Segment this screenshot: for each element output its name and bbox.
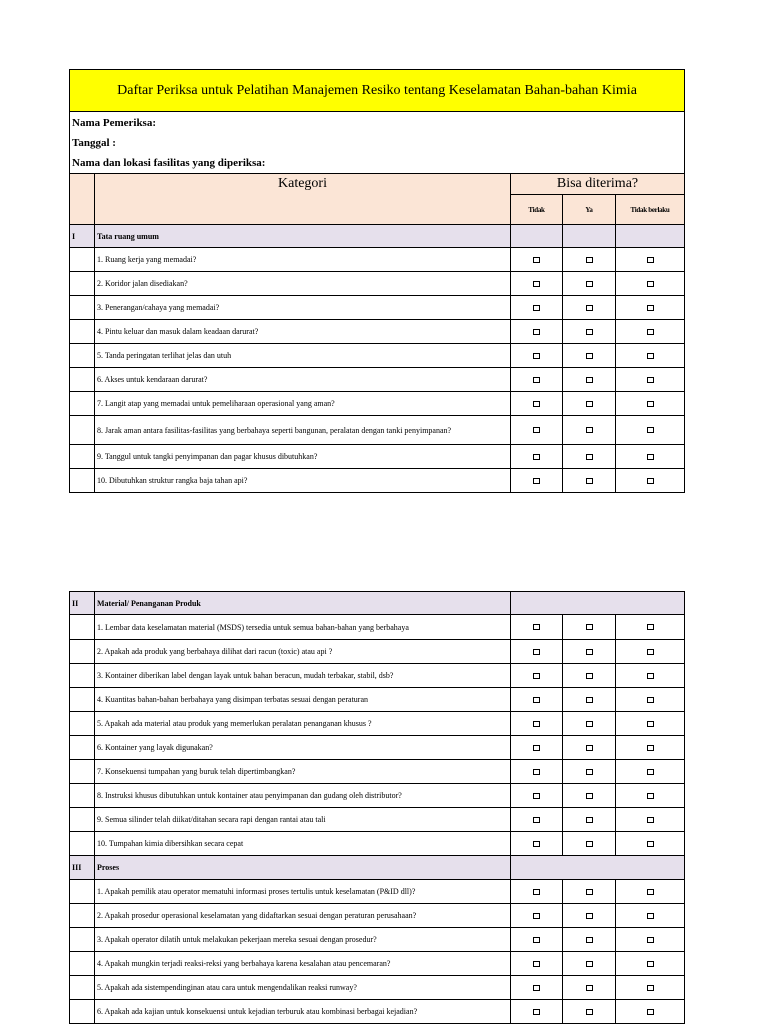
checkbox-na[interactable] <box>647 427 654 433</box>
checkbox-yes[interactable] <box>586 454 593 460</box>
question-text: 1. Lembar data keselamatan material (MSDS) tersedia untuk semua bahan-bahan yang berbahaya <box>95 615 511 640</box>
checkbox-yes[interactable] <box>586 721 593 727</box>
checkbox-na[interactable] <box>647 257 654 263</box>
row-number-cell <box>70 640 95 664</box>
checkbox-yes[interactable] <box>586 281 593 287</box>
row-number-cell <box>70 880 95 904</box>
checklist-row <box>70 1000 685 1024</box>
row-number-cell <box>70 469 95 493</box>
na-header: Tidak berlaku <box>616 195 685 225</box>
checkbox-no[interactable] <box>533 697 540 703</box>
row-number-cell <box>70 392 95 416</box>
checklist-row <box>70 416 685 445</box>
checkbox-yes[interactable] <box>586 257 593 263</box>
checkbox-no[interactable] <box>533 427 540 433</box>
header-number-cell <box>70 174 95 225</box>
checkbox-no[interactable] <box>533 673 540 679</box>
checkbox-yes[interactable] <box>586 377 593 383</box>
checklist-table-2 <box>69 591 685 1024</box>
question-text: 7. Langit atap yang memadai untuk pemeliharaan operasional yang aman? <box>95 392 511 416</box>
question-text: 3. Apakah operator dilatih untuk melakukan pekerjaan mereka sesuai dengan prosedur? <box>95 928 511 952</box>
row-number-cell <box>70 272 95 296</box>
row-number-cell <box>70 760 95 784</box>
date-label: Tanggal : <box>72 136 116 149</box>
checkbox-yes[interactable] <box>586 817 593 823</box>
yes-header: Ya <box>563 195 616 225</box>
question-text: 4. Kuantitas bahan-bahan berbahaya yang disimpan terbatas sesuai dengan peraturan <box>95 688 511 712</box>
checkbox-yes[interactable] <box>586 401 593 407</box>
checkbox-na[interactable] <box>647 697 654 703</box>
checklist-row <box>70 760 685 784</box>
row-number-cell <box>70 928 95 952</box>
question-text: 6. Akses untuk kendaraan darurat? <box>95 368 511 392</box>
row-number-cell <box>70 736 95 760</box>
checkbox-na[interactable] <box>647 745 654 751</box>
checkbox-no[interactable] <box>533 1009 540 1015</box>
checkbox-no[interactable] <box>533 281 540 287</box>
checkbox-no[interactable] <box>533 401 540 407</box>
checklist-row <box>70 664 685 688</box>
row-number-cell <box>70 248 95 272</box>
checkbox-yes[interactable] <box>586 329 593 335</box>
checkbox-yes[interactable] <box>586 937 593 943</box>
facility-label: Nama dan lokasi fasilitas yang diperiksa: <box>72 156 266 169</box>
no-header: Tidak <box>511 195 563 225</box>
checklist-row <box>70 392 685 416</box>
question-text: 5. Apakah ada sistempendinginan atau cara untuk mengendalikan reaksi runway? <box>95 976 511 1000</box>
checklist-row <box>70 368 685 392</box>
checklist-row <box>70 784 685 808</box>
checklist-row <box>70 736 685 760</box>
row-number-cell <box>70 615 95 640</box>
checkbox-yes[interactable] <box>586 745 593 751</box>
question-text: 6. Apakah ada kajian untuk konsekuensi untuk kejadian terburuk atau kombinasi berbagai kejadian? <box>95 1000 511 1024</box>
question-text: 10. Tumpahan kimia dibersihkan secara cepat <box>95 832 511 856</box>
section-title: Material/ Penanganan Produk <box>95 592 511 615</box>
checkbox-no[interactable] <box>533 961 540 967</box>
row-number-cell <box>70 976 95 1000</box>
checkbox-na[interactable] <box>647 329 654 335</box>
checkbox-no[interactable] <box>533 721 540 727</box>
checkbox-yes[interactable] <box>586 427 593 433</box>
checkbox-no[interactable] <box>533 377 540 383</box>
checklist-row <box>70 688 685 712</box>
question-text: 2. Koridor jalan disediakan? <box>95 272 511 296</box>
checklist-row <box>70 928 685 952</box>
question-text: 4. Pintu keluar dan masuk dalam keadaan darurat? <box>95 320 511 344</box>
question-text: 10. Dibutuhkan struktur rangka baja tahan api? <box>95 469 511 493</box>
checklist-row <box>70 808 685 832</box>
checkbox-no[interactable] <box>533 913 540 919</box>
checklist-sheet-1 <box>69 69 684 493</box>
checkbox-yes[interactable] <box>586 673 593 679</box>
checklist-row <box>70 712 685 736</box>
checklist-table-1 <box>69 69 685 493</box>
checkbox-no[interactable] <box>533 353 540 359</box>
checkbox-yes[interactable] <box>586 961 593 967</box>
checklist-row <box>70 469 685 493</box>
row-number-cell <box>70 664 95 688</box>
checklist-row <box>70 615 685 640</box>
checkbox-yes[interactable] <box>586 913 593 919</box>
checklist-row <box>70 344 685 368</box>
checkbox-no[interactable] <box>533 305 540 311</box>
checkbox-yes[interactable] <box>586 793 593 799</box>
acceptable-header: Bisa diterima? <box>511 174 685 195</box>
question-text: 9. Tanggul untuk tangki penyimpanan dan pagar khusus dibutuhkan? <box>95 445 511 469</box>
row-number-cell <box>70 688 95 712</box>
checkbox-na[interactable] <box>647 478 654 484</box>
checkbox-na[interactable] <box>647 817 654 823</box>
checkbox-no[interactable] <box>533 624 540 630</box>
section-number: I <box>70 225 95 248</box>
row-number-cell <box>70 445 95 469</box>
category-header: Kategori <box>278 176 327 191</box>
checkbox-yes[interactable] <box>586 697 593 703</box>
question-text: 6. Kontainer yang layak digunakan? <box>95 736 511 760</box>
question-text: 3. Kontainer diberikan label dengan layak untuk bahan beracun, mudah terbakar, stabil, dsb? <box>95 664 511 688</box>
checkbox-no[interactable] <box>533 817 540 823</box>
checkbox-no[interactable] <box>533 478 540 484</box>
checkbox-yes[interactable] <box>586 478 593 484</box>
checkbox-na[interactable] <box>647 721 654 727</box>
question-text: 8. Instruksi khusus dibutuhkan untuk kontainer atau penyimpanan dan gudang oleh distributor? <box>95 784 511 808</box>
checkbox-no[interactable] <box>533 841 540 847</box>
checkbox-no[interactable] <box>533 454 540 460</box>
checkbox-na[interactable] <box>647 1009 654 1015</box>
row-number-cell <box>70 784 95 808</box>
question-text: 8. Jarak aman antara fasilitas-fasilitas yang berbahaya seperti bangunan, peralatan dengan tanki penyimpanan? <box>95 416 511 445</box>
checkbox-na[interactable] <box>647 961 654 967</box>
checkbox-na[interactable] <box>647 889 654 895</box>
checkbox-na[interactable] <box>647 649 654 655</box>
section-number: II <box>70 592 95 615</box>
checkbox-yes[interactable] <box>586 624 593 630</box>
checklist-row <box>70 296 685 320</box>
checklist-row <box>70 832 685 856</box>
checkbox-no[interactable] <box>533 745 540 751</box>
checkbox-na[interactable] <box>647 985 654 991</box>
checkbox-yes[interactable] <box>586 889 593 895</box>
checkbox-yes[interactable] <box>586 769 593 775</box>
checkbox-no[interactable] <box>533 649 540 655</box>
checklist-row <box>70 272 685 296</box>
checkbox-na[interactable] <box>647 281 654 287</box>
checkbox-yes[interactable] <box>586 305 593 311</box>
row-number-cell <box>70 344 95 368</box>
question-text: 2. Apakah prosedur operasional keselamatan yang didaftarkan sesuai dengan peraturan perusahaan? <box>95 904 511 928</box>
checkbox-na[interactable] <box>647 454 654 460</box>
checkbox-na[interactable] <box>647 913 654 919</box>
question-text: 1. Ruang kerja yang memadai? <box>95 248 511 272</box>
row-number-cell <box>70 368 95 392</box>
row-number-cell <box>70 808 95 832</box>
section-title: Tata ruang umum <box>95 225 511 248</box>
checklist-row <box>70 880 685 904</box>
checklist-row <box>70 640 685 664</box>
checklist-row <box>70 320 685 344</box>
checklist-row <box>70 952 685 976</box>
checkbox-na[interactable] <box>647 377 654 383</box>
checkbox-na[interactable] <box>647 673 654 679</box>
row-number-cell <box>70 712 95 736</box>
checkbox-yes[interactable] <box>586 1009 593 1015</box>
checkbox-yes[interactable] <box>586 841 593 847</box>
checklist-row <box>70 904 685 928</box>
inspector-name-label: Nama Pemeriksa: <box>72 116 157 129</box>
checkbox-na[interactable] <box>647 793 654 799</box>
checklist-row <box>70 445 685 469</box>
checkbox-no[interactable] <box>533 329 540 335</box>
checkbox-na[interactable] <box>647 937 654 943</box>
question-text: 4. Apakah mungkin terjadi reaksi-reksi yang berbahaya karena kesalahan atau pencemaran? <box>95 952 511 976</box>
checkbox-yes[interactable] <box>586 985 593 991</box>
row-number-cell <box>70 416 95 445</box>
checkbox-na[interactable] <box>647 305 654 311</box>
section-title: Proses <box>95 856 511 880</box>
section-number: III <box>70 856 95 880</box>
checkbox-yes[interactable] <box>586 353 593 359</box>
row-number-cell <box>70 904 95 928</box>
checklist-sheet-2 <box>69 591 684 1024</box>
row-number-cell <box>70 320 95 344</box>
document-title: Daftar Periksa untuk Pelatihan Manajemen Resiko tentang Keselamatan Bahan-bahan Kimia <box>70 70 685 112</box>
checkbox-no[interactable] <box>533 769 540 775</box>
question-text: 1. Apakah pemilik atau operator mematuhi informasi proses tertulis untuk keselamatan (P&ID dll)? <box>95 880 511 904</box>
question-text: 9. Semua silinder telah diikat/ditahan secara rapi dengan rantai atau tali <box>95 808 511 832</box>
question-text: 3. Penerangan/cahaya yang memadai? <box>95 296 511 320</box>
checkbox-na[interactable] <box>647 401 654 407</box>
checkbox-yes[interactable] <box>586 649 593 655</box>
checkbox-no[interactable] <box>533 985 540 991</box>
checkbox-no[interactable] <box>533 257 540 263</box>
checkbox-na[interactable] <box>647 353 654 359</box>
question-text: 7. Konsekuensi tumpahan yang buruk telah dipertimbangkan? <box>95 760 511 784</box>
row-number-cell <box>70 832 95 856</box>
row-number-cell <box>70 1000 95 1024</box>
checklist-row <box>70 976 685 1000</box>
checkbox-na[interactable] <box>647 624 654 630</box>
question-text: 5. Tanda peringatan terlihat jelas dan utuh <box>95 344 511 368</box>
checkbox-no[interactable] <box>533 793 540 799</box>
checkbox-na[interactable] <box>647 769 654 775</box>
question-text: 2. Apakah ada produk yang berbahaya dilihat dari racun (toxic) atau api ? <box>95 640 511 664</box>
checklist-row <box>70 248 685 272</box>
checkbox-na[interactable] <box>647 841 654 847</box>
row-number-cell <box>70 952 95 976</box>
checkbox-no[interactable] <box>533 937 540 943</box>
checkbox-no[interactable] <box>533 889 540 895</box>
question-text: 5. Apakah ada material atau produk yang memerlukan peralatan penanganan khusus ? <box>95 712 511 736</box>
row-number-cell <box>70 296 95 320</box>
